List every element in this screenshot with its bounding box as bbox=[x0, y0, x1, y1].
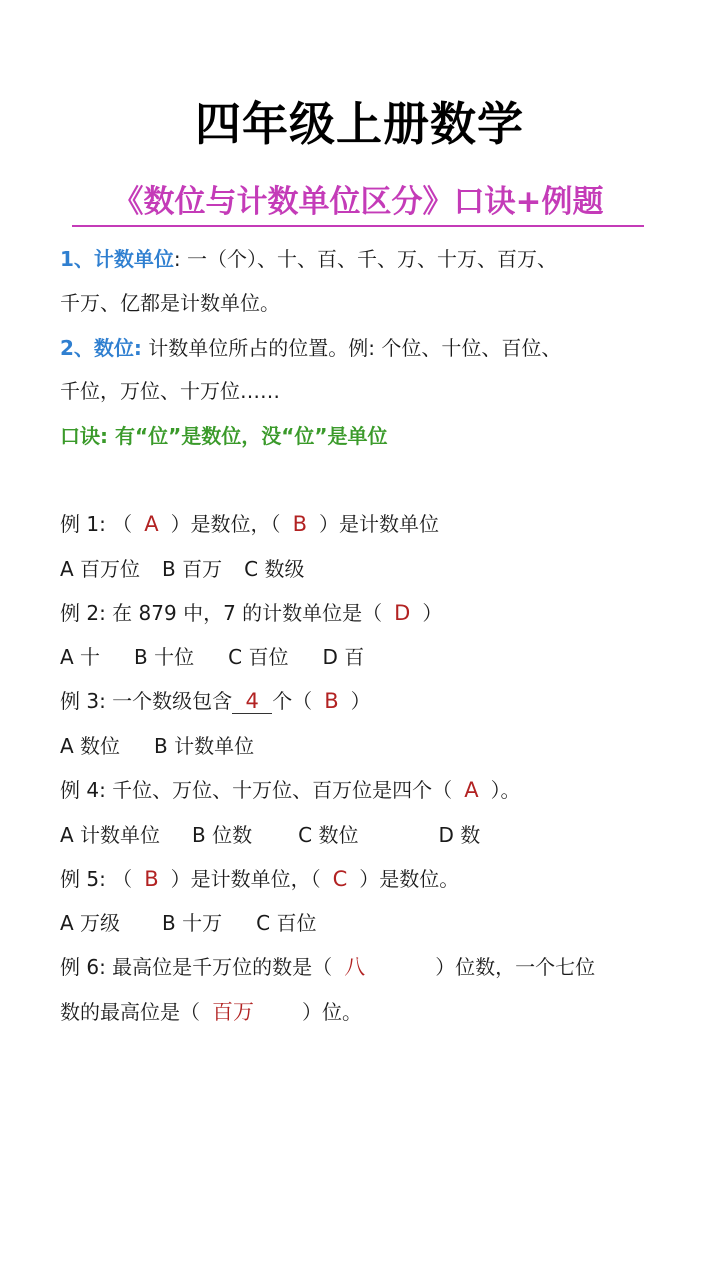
ex6-suffix: ）位。 bbox=[302, 1000, 362, 1024]
example-4 bbox=[60, 774, 521, 803]
option: B 十位 bbox=[134, 645, 195, 669]
ex1-options bbox=[60, 553, 304, 582]
ex2-prefix: 例 2: 在 879 中，7 的计数单位是（ bbox=[60, 601, 383, 625]
option: A 数位 bbox=[60, 734, 121, 758]
ex4-answer: A bbox=[464, 778, 479, 802]
ex3-prefix: 例 3: 一个数级包含 bbox=[60, 689, 233, 713]
option: D 数 bbox=[438, 823, 481, 847]
option: C 数位 bbox=[298, 823, 359, 847]
page-title: 四年级上册数学 bbox=[195, 97, 524, 151]
option: B 百万 bbox=[162, 557, 223, 581]
option: A 万级 bbox=[60, 911, 121, 935]
option: B 十万 bbox=[162, 911, 223, 935]
mnemonic: 口诀: 有“位”是数位，没“位”是单位 bbox=[60, 424, 388, 448]
item2-text-a: 计数单位所占的位置。例: 个位、十位、百位、 bbox=[141, 336, 562, 360]
ex1-mid: ）是数位，（ bbox=[170, 512, 281, 536]
ex1-prefix: 例 1: （ bbox=[60, 512, 133, 536]
item1-label: 1、计数单位 bbox=[60, 247, 174, 271]
item2-text-b: 千位，万位、十万位…… bbox=[60, 379, 280, 403]
ex6-answer-2: 百万 bbox=[212, 1000, 254, 1024]
ex6-line2-prefix: 数的最高位是（ bbox=[60, 1000, 200, 1024]
ex1-answer-1: A bbox=[144, 512, 159, 536]
ex5-answer-2: C bbox=[332, 867, 348, 891]
ex5-answer-1: B bbox=[144, 867, 159, 891]
option: D 百 bbox=[322, 645, 365, 669]
item2-line1 bbox=[60, 332, 561, 361]
item2-label: 2、数位: bbox=[60, 336, 142, 360]
ex5-suffix: ）是数位。 bbox=[359, 867, 460, 891]
example-3 bbox=[60, 685, 371, 714]
ex4-suffix: ）。 bbox=[490, 778, 521, 802]
item1-text-a: : 一（个）、十、百、千、万、十万、百万、 bbox=[173, 247, 558, 271]
ex3-options bbox=[60, 730, 254, 759]
option: A 十 bbox=[60, 645, 101, 669]
page-subtitle: 《数位与计数单位区分》口诀+例题 bbox=[72, 176, 644, 227]
ex4-options bbox=[60, 819, 480, 848]
option: C 百位 bbox=[256, 911, 317, 935]
option: C 百位 bbox=[228, 645, 289, 669]
item1-line1 bbox=[60, 243, 557, 272]
ex6-mid: ）位数，一个七位 bbox=[435, 955, 596, 979]
ex5-mid: ）是计数单位，（ bbox=[170, 867, 321, 891]
ex4-prefix: 例 4: 千位、万位、十万位、百万位是四个（ bbox=[60, 778, 453, 802]
ex5-options bbox=[60, 907, 316, 936]
option: C 数级 bbox=[244, 557, 305, 581]
ex3-suffix: ） bbox=[350, 689, 371, 713]
example-2 bbox=[60, 597, 442, 626]
example-1 bbox=[60, 508, 439, 537]
ex5-prefix: 例 5: （ bbox=[60, 867, 133, 891]
ex1-suffix: ）是计数单位 bbox=[318, 512, 439, 536]
ex2-answer: D bbox=[394, 601, 411, 625]
ex1-answer-2: B bbox=[292, 512, 307, 536]
ex2-suffix: ） bbox=[422, 601, 443, 625]
ex3-blank-answer: 4 bbox=[232, 689, 272, 714]
option: A 百万位 bbox=[60, 557, 141, 581]
option: B 位数 bbox=[192, 823, 253, 847]
example-6-line1 bbox=[60, 951, 595, 981]
ex6-answer-1: 八 bbox=[344, 955, 366, 979]
ex3-answer: B bbox=[324, 689, 339, 713]
ex2-options bbox=[60, 641, 364, 670]
ex3-mid: 个（ bbox=[272, 689, 313, 713]
item1-text-b: 千万、亿都是计数单位。 bbox=[60, 291, 280, 315]
ex6-prefix: 例 6: 最高位是千万位的数是（ bbox=[60, 955, 333, 979]
option: A 计数单位 bbox=[60, 823, 161, 847]
option: B 计数单位 bbox=[154, 734, 255, 758]
example-5 bbox=[60, 863, 459, 892]
example-6-line2 bbox=[60, 996, 362, 1026]
